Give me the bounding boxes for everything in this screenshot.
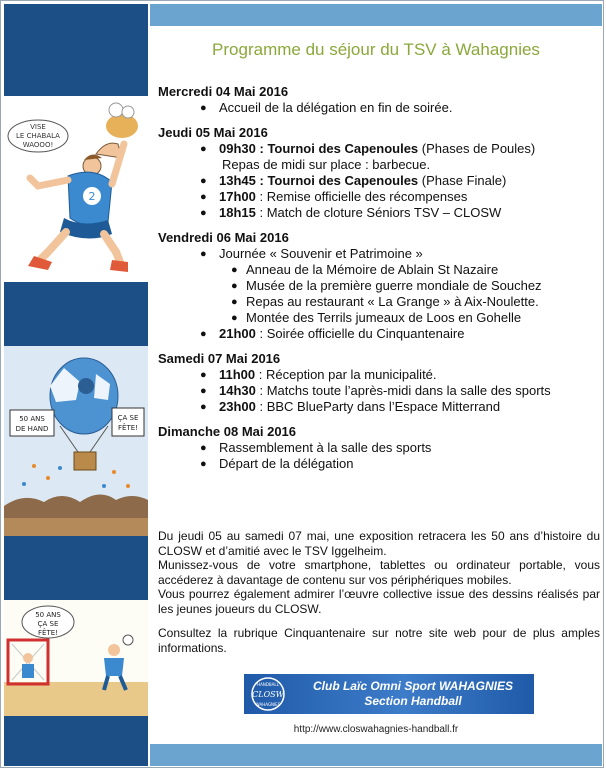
- list-item: ● 09h30 : Tournoi des Capenoules (Phases de Poules): [200, 141, 536, 156]
- page-title: Programme du séjour du TSV à Wahagnies: [212, 40, 540, 59]
- bottom-decor-band: [150, 744, 602, 766]
- day-block-sunday: [158, 424, 598, 472]
- programme-list: [158, 84, 598, 472]
- svg-text:WAHAGNIES: WAHAGNIES: [255, 702, 281, 707]
- list-item: ● Accueil de la délégation en fin de soirée.: [200, 100, 453, 115]
- bullet-icon: ●: [231, 312, 238, 324]
- svg-text:FÊTE!: FÊTE!: [118, 424, 138, 432]
- list-item: Repas de midi sur place : barbecue.: [222, 157, 431, 172]
- website-link[interactable]: http://www.closwahagnies-handball.fr: [293, 724, 459, 735]
- list-item: ● 18h15 : Match de cloture Séniors TSV – CLOSW: [200, 205, 502, 220]
- list-item: ● 23h00 : BBC BlueParty dans l’Espace Mitterrand: [200, 399, 501, 414]
- day-block-wednesday: [158, 84, 598, 116]
- bullet-icon: ●: [200, 458, 207, 470]
- day-block-thursday: [158, 125, 598, 221]
- bullet-icon: ●: [200, 207, 207, 219]
- goal-illustration: [4, 600, 148, 716]
- bullet-icon: ●: [200, 328, 207, 340]
- bullet-icon: ●: [200, 143, 207, 155]
- day-block-saturday: [158, 351, 598, 415]
- svg-text:CLOSW: CLOSW: [252, 690, 284, 699]
- bullet-icon: ●: [200, 102, 207, 114]
- exhibition-paragraph: Du jeudi 05 au samedi 07 mai, une exposition retracera les 50 ans d’histoire du CLOSW et d’amitié avec le TSV Iggelheim. Munissez-vous de votre smartphone, tablettes ou ordinateur portable, vous accéderez à davantage de contenu sur vos périphériques mobiles. Vous pourrez également admirer l’œuvre collective issue des dessins réalisés par les jeunes joueurs du CLOSW.: [158, 529, 600, 616]
- svg-text:LE CHABALA: LE CHABALA: [16, 132, 60, 140]
- list-item: ● 14h30 : Matchs toute l’après-midi dans la salle des sports: [200, 383, 551, 398]
- bullet-icon: ●: [200, 248, 207, 260]
- goal-bubble-text: 50 ANS: [35, 611, 61, 619]
- balloon-left-sign: 50 ANS: [19, 415, 45, 423]
- bullet-icon: ●: [231, 296, 238, 308]
- bullet-icon: ●: [200, 442, 207, 454]
- list-item: ● 13h45 : Tournoi des Capenoules (Phase Finale): [200, 173, 507, 188]
- day-heading: Samedi 07 Mai 2016: [158, 351, 281, 366]
- svg-text:ÇA SE: ÇA SE: [37, 620, 59, 628]
- list-item: ● Montée des Terrils jumeaux de Loos en Gohelle: [231, 310, 522, 325]
- bullet-icon: ●: [200, 191, 207, 203]
- list-item: ● Journée « Souvenir et Patrimoine »: [200, 246, 423, 261]
- list-item: ● Musée de la première guerre mondiale de Souchez: [231, 278, 542, 293]
- day-heading: Mercredi 04 Mai 2016: [158, 84, 289, 99]
- svg-text:WAOOO!: WAOOO!: [22, 141, 54, 149]
- club-logo-banner: [244, 674, 534, 714]
- svg-text:2: 2: [88, 190, 96, 203]
- list-item: ● 17h00 : Remise officielle des récompenses: [200, 189, 468, 204]
- list-item: ● Anneau de la Mémoire de Ablain St Nazaire: [231, 262, 499, 277]
- svg-text:FÊTE!: FÊTE!: [38, 629, 58, 637]
- bullet-icon: ●: [200, 385, 207, 397]
- bullet-icon: ●: [200, 401, 207, 413]
- bullet-icon: ●: [200, 369, 207, 381]
- player-illustration: [4, 96, 148, 282]
- website-paragraph: Consultez la rubrique Cinquantenaire sur notre site web pour de plus amples informations.: [158, 626, 600, 655]
- list-item: ● 21h00 : Soirée officielle du Cinquantenaire: [200, 326, 465, 341]
- list-item: ● 11h00 : Réception par la municipalité.: [200, 367, 437, 382]
- club-name: Club Laïc Omni Sport WAHAGNIES Section Handball: [312, 679, 513, 708]
- player-bubble-text: VISE: [30, 123, 46, 131]
- bullet-icon: ●: [231, 280, 238, 292]
- day-heading: Jeudi 05 Mai 2016: [158, 125, 268, 140]
- bullet-icon: ●: [200, 175, 207, 187]
- day-heading: Dimanche 08 Mai 2016: [158, 424, 297, 439]
- list-item: ● Rassemblement à la salle des sports: [200, 440, 432, 455]
- club-emblem-icon: [244, 674, 292, 714]
- svg-text:HANDBALL: HANDBALL: [257, 682, 279, 687]
- day-heading: Vendredi 06 Mai 2016: [158, 230, 289, 245]
- balloon-illustration: [4, 346, 148, 536]
- top-decor-band: [150, 4, 602, 26]
- day-block-friday: [158, 230, 598, 342]
- svg-text:DE HAND: DE HAND: [15, 425, 49, 433]
- balloon-right-sign: ÇA SE: [117, 414, 139, 422]
- bullet-icon: ●: [231, 264, 238, 276]
- list-item: ● Repas au restaurant « La Grange » à Aix-Noulette.: [231, 294, 539, 309]
- list-item: ● Départ de la délégation: [200, 456, 354, 471]
